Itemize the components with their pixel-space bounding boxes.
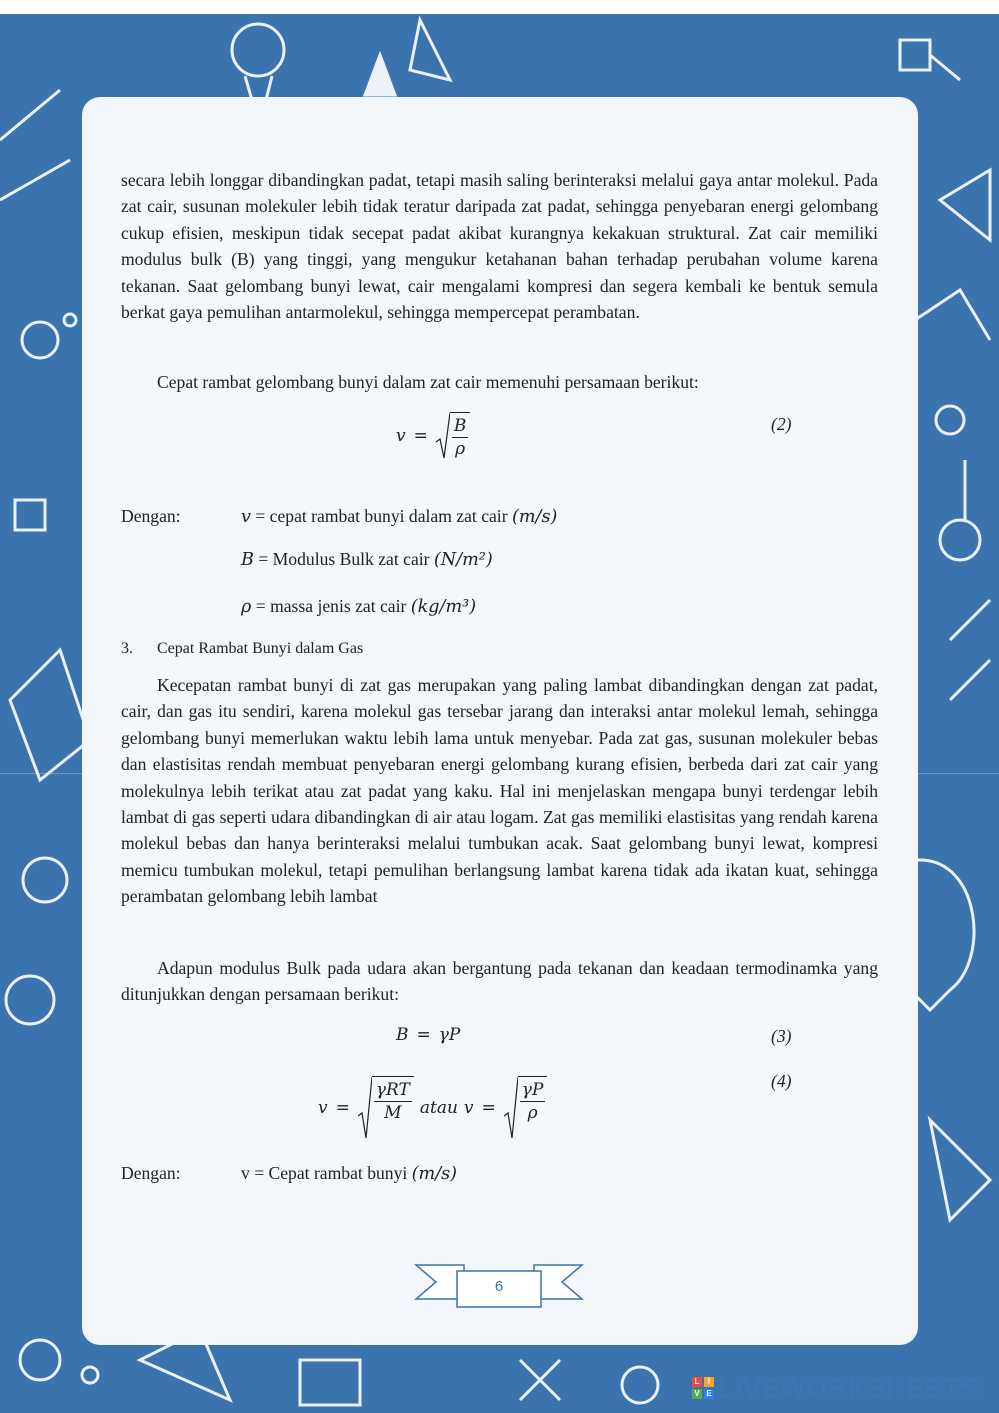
eq2-lhs: v [396,426,406,446]
legend2-label: Dengan: [121,1163,181,1183]
eq4-denominator-2: ρ [527,1103,538,1123]
eq4-sqrt-2 [504,1076,548,1140]
liveworksheets-logo-icon: L I V E [692,1377,714,1399]
equation-4 [318,1076,547,1140]
page-number: 6 [494,1278,504,1295]
section-number: 3. [121,640,133,657]
section-heading-gas [121,640,363,658]
eq3-equals: = [416,1025,431,1045]
eq4-equals: = [335,1098,350,1118]
eq2-sqrt [436,412,471,460]
legend1-label: Dengan: [121,506,181,526]
eq4-equals-2: = [481,1098,496,1118]
legend2-v-row: v = Cepat rambat bunyi (m/s) [241,1163,458,1184]
equation-2 [396,412,470,460]
liveworksheets-wordmark: LIVEWORKSHEETS [718,1372,979,1403]
equation-4-number: (4) [771,1071,792,1091]
eq4-lhs: v [318,1098,328,1118]
eq4-denominator-1: M [384,1103,402,1123]
eq2-numerator: B [453,416,467,436]
section-title: Cepat Rambat Bunyi dalam Gas [157,640,364,657]
equation-3 [396,1025,460,1045]
eq4-numerator-1: γRT [375,1080,410,1100]
paragraph-liquid-intro: secara lebih longgar dibandingkan padat, tetapi masih saling berinteraksi melalui gaya antar molekul. Pada zat cair, susunan molekuler lebih tidak teratur daripada zat padat, sehingga penyebaran energi gelombang cukup efisien, meskipun tidak secepat padat akibat kurangnya kekakuan struktural. Zat cair memiliki modulus bulk (B) yang tinggi, yang mengukur ketahanan bahan terhadap perubahan volume karena tekanan. Saat gelombang bunyi lewat, cair mengalami kompresi dan segera kembali ke bentuk semula berkat gaya pemulihan antarmolekul, sehingga mempercepat perambatan. [121,170,878,323]
paragraph-bulk-modulus: Adapun modulus Bulk pada udara akan bergantung pada tekanan dan keadaan termodinamka yang ditunjukkan dengan persamaan berikut: [121,958,878,1005]
legend1-v-row: v = cepat rambat bunyi dalam zat cair (m/s) [241,506,558,527]
eq4-sqrt-1 [358,1076,414,1140]
liveworksheets-brand[interactable] [692,1373,979,1403]
paragraph-gas-body: Kecepatan rambat bunyi di zat gas merupakan yang paling lambat dibandingkan dengan zat padat, cair, dan gas itu sendiri, karena molekul gas tersebar jarang dan interaksi antar molekul lemah, sehingga gelombang bunyi memerlukan waktu lebih lama untuk menyebar. Pada zat gas, susunan molekuler bebas dan elastisitas rendah membuat penyebaran energi gelombang kurang efisien, berbeda dari zat cair yang molekulnya lebih terikat atau zat padat yang kaku. Hal ini menjelaskan mengapa bunyi terdengar lebih lambat di gas seperti udara dibandingkan di air atau logam. Zat gas memiliki elastisitas yang rendah karena molekul bebas dan hanya berinteraksi melalui tumbukan acak. Saat gelombang bunyi lewat, kompresi memicu tumbukan molekul, tetapi pemulihan berlangsung lambat karena tidak ada ikatan kuat, sehingga perambatan gelombang lebih lambat [121,675,878,907]
eq4-lhs-2: v [463,1098,474,1118]
eq3-rhs: γP [438,1025,461,1045]
eq3-lhs: B [396,1025,409,1045]
eq4-numerator-2: γP [521,1080,544,1100]
eq4-or: atau [419,1098,458,1118]
legend1-b-row: B = Modulus Bulk zat cair (N/m²) [241,549,493,570]
legend1-rho-row: ρ = massa jenis zat cair (kg/m³) [241,596,477,617]
paragraph-liquid-equation-intro: Cepat rambat gelombang bunyi dalam zat cair memenuhi persamaan berikut: [157,372,699,392]
eq2-equals: = [413,426,428,446]
equation-2-number: (2) [771,414,792,434]
equation-3-number: (3) [771,1026,792,1046]
eq2-denominator: ρ [455,439,466,459]
